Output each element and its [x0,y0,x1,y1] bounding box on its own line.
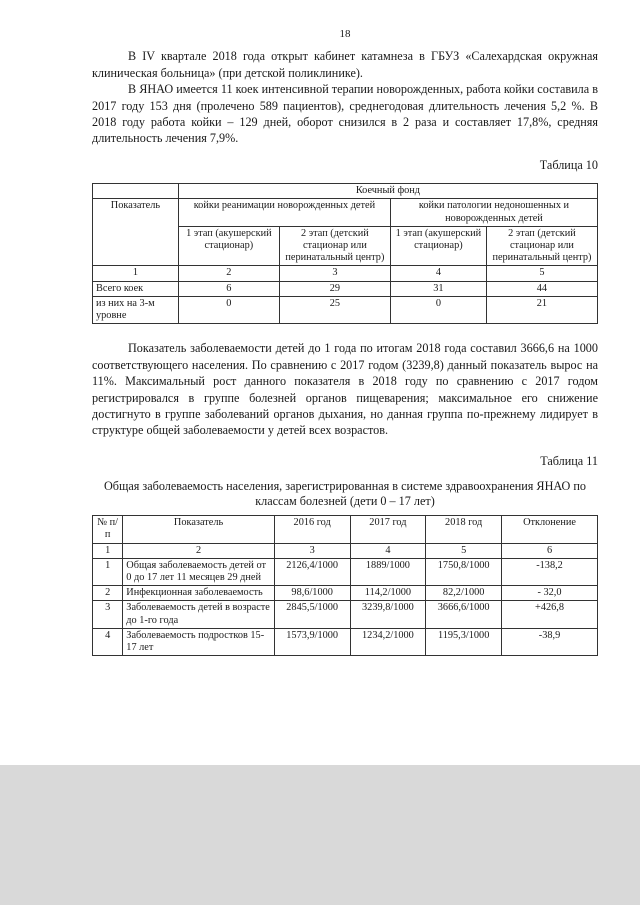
table-cell: 6 [502,543,598,558]
table-row [93,558,598,585]
table-cell: 1889/1000 [350,558,426,585]
table-cell: 25 [279,296,390,323]
paragraph-3: Показатель заболеваемости детей до 1 года по итогам 2018 года составил 3666,6 на 1000 соответствующего населения. По сравнению с 2017 годом (3239,8) данный показатель вырос на 11%. Максимальный рост данного показателя в 2018 году по сравнению с 2017 годом регистрировался в группе болезней органов пищеварения; максимальное его снижение достигнуто в группе заболеваний органов дыхания, но данная группа по-прежнему лидирует в структуре общей заболеваемости у детей всех возрастов. [92,341,598,438]
table-10-sub3: 1 этап (акушерский стационар) [390,226,486,266]
table-cell: 5 [426,543,502,558]
table-cell: 1573,9/1000 [274,628,350,655]
table-row [93,296,598,323]
table-cell: 21 [486,296,597,323]
paragraph-1: В IV квартале 2018 года открыт кабинет катамнеза в ГБУЗ «Салехардская окружная клиническая больница» (при детской поликлинике). [92,49,598,80]
table-10-sub4: 2 этап (детский стационар или перинатальный центр) [486,226,597,266]
table-cell: - 32,0 [502,586,598,601]
table-cell: 0 [390,296,486,323]
table-cell: 2 [178,266,279,281]
table-cell: 4 [390,266,486,281]
table-10-sub2: 2 этап (детский стационар или перинатальный центр) [279,226,390,266]
table-cell: 4 [93,628,123,655]
table-11-caption: Общая заболеваемость населения, зарегистрированная в системе здравоохранения ЯНАО по классам болезней (дети 0 – 17 лет) [103,479,587,509]
table-cell: 82,2/1000 [426,586,502,601]
table-cell: 2845,5/1000 [274,601,350,628]
table-cell: 3 [274,543,350,558]
table-header-cell: 2016 год [274,516,350,543]
table-10-col-group2: койки патологии недоношенных и новорожденных детей [390,199,597,226]
table-cell: 3 [93,601,123,628]
table-cell: 2 [123,543,275,558]
table-10 [92,183,598,324]
table-10-num-row [93,266,598,281]
table-header-cell: № п/п [93,516,123,543]
table-cell: 4 [350,543,426,558]
table-row [93,628,598,655]
table-10-indicator-header [93,184,179,199]
table-cell: 3239,8/1000 [350,601,426,628]
table-10-col-group1: койки реанимации новорожденных детей [178,199,390,226]
page-number: 18 [339,28,351,40]
table-cell: Заболеваемость детей в возрасте до 1-го года [123,601,275,628]
table-cell: 114,2/1000 [350,586,426,601]
table-cell: 98,6/1000 [274,586,350,601]
table-cell: 1 [93,266,179,281]
table-cell: 2126,4/1000 [274,558,350,585]
table-cell: 3666,6/1000 [426,601,502,628]
table-cell: 29 [279,281,390,296]
table-10-group-header: Коечный фонд [178,184,597,199]
table-10-col-indicator: Показатель [93,199,179,266]
table-cell: Инфекционная заболеваемость [123,586,275,601]
table-cell: Заболеваемость подростков 15-17 лет [123,628,275,655]
table-cell: -38,9 [502,628,598,655]
table-cell: 1195,3/1000 [426,628,502,655]
table-header-cell: Показатель [123,516,275,543]
table-11-header-row [93,516,598,543]
table-cell: 0 [178,296,279,323]
table-cell: 1234,2/1000 [350,628,426,655]
table-cell: 44 [486,281,597,296]
table-11-label: Таблица 11 [540,453,598,468]
table-cell: 31 [390,281,486,296]
table-cell: -138,2 [502,558,598,585]
table-10-sub1: 1 этап (акушерский стационар) [178,226,279,266]
table-cell: 1750,8/1000 [426,558,502,585]
table-cell: 1 [93,558,123,585]
table-10-label: Таблица 10 [539,157,598,172]
paragraph-2: В ЯНАО имеется 11 коек интенсивной терапии новорожденных, работа койки составила в 2017 году 153 дня (пролечено 589 пациентов), среднегодовая длительность лечения 5,2 %. В 2018 году работа койки – 129 дней, оборот снизился в 2 раза и составляет 17,8%, средняя длительность лечения 7,9%. [92,82,598,146]
table-header-cell: Отклонение [502,516,598,543]
table-cell: 6 [178,281,279,296]
table-cell: +426,8 [502,601,598,628]
table-cell: 2 [93,586,123,601]
table-header-cell: 2017 год [350,516,426,543]
table-cell: 5 [486,266,597,281]
table-cell: из них на 3-м уровне [93,296,179,323]
table-cell: Всего коек [93,281,179,296]
table-header-cell: 2018 год [426,516,502,543]
table-row [93,281,598,296]
table-row [93,601,598,628]
table-cell: 1 [93,543,123,558]
table-cell: Общая заболеваемость детей от 0 до 17 лет 11 месяцев 29 дней [123,558,275,585]
table-row [93,586,598,601]
table-cell: 3 [279,266,390,281]
table-11-num-row [93,543,598,558]
table-11 [92,515,598,656]
page-content [92,26,598,656]
